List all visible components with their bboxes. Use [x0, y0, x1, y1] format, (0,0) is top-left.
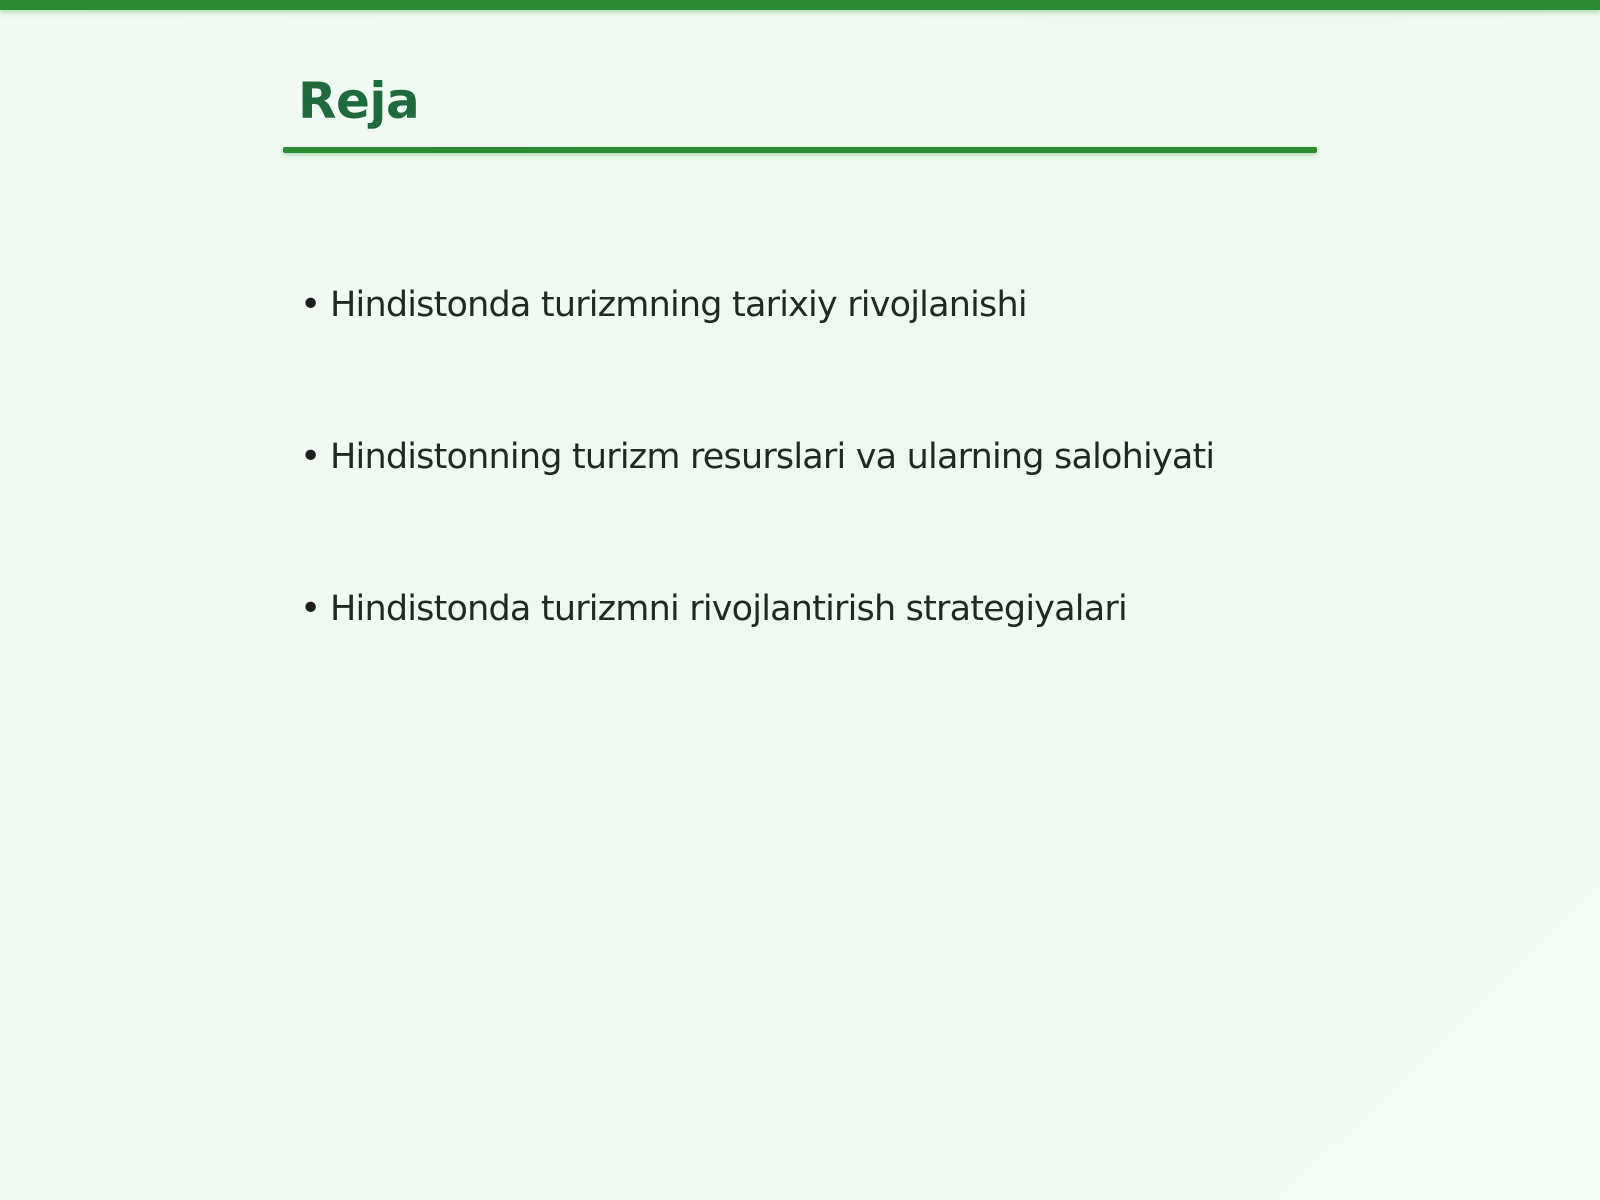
title-underline [283, 147, 1317, 153]
bullet-text: Hindistonda turizmning tarixiy rivojlanishi [330, 285, 1027, 325]
list-item [300, 280, 1214, 330]
slide-title: Reja [298, 72, 420, 130]
top-accent-bar [0, 0, 1600, 10]
bullet-icon: • [300, 284, 322, 325]
list-item [300, 432, 1214, 482]
bullet-icon: • [300, 588, 322, 629]
list-item [300, 584, 1214, 634]
bullet-text: Hindistonning turizm resurslari va ularning salohiyati [330, 437, 1215, 477]
bullet-icon: • [300, 436, 322, 477]
bullet-text: Hindistonda turizmni rivojlantirish strategiyalari [330, 589, 1127, 629]
bullet-list [300, 280, 1214, 736]
